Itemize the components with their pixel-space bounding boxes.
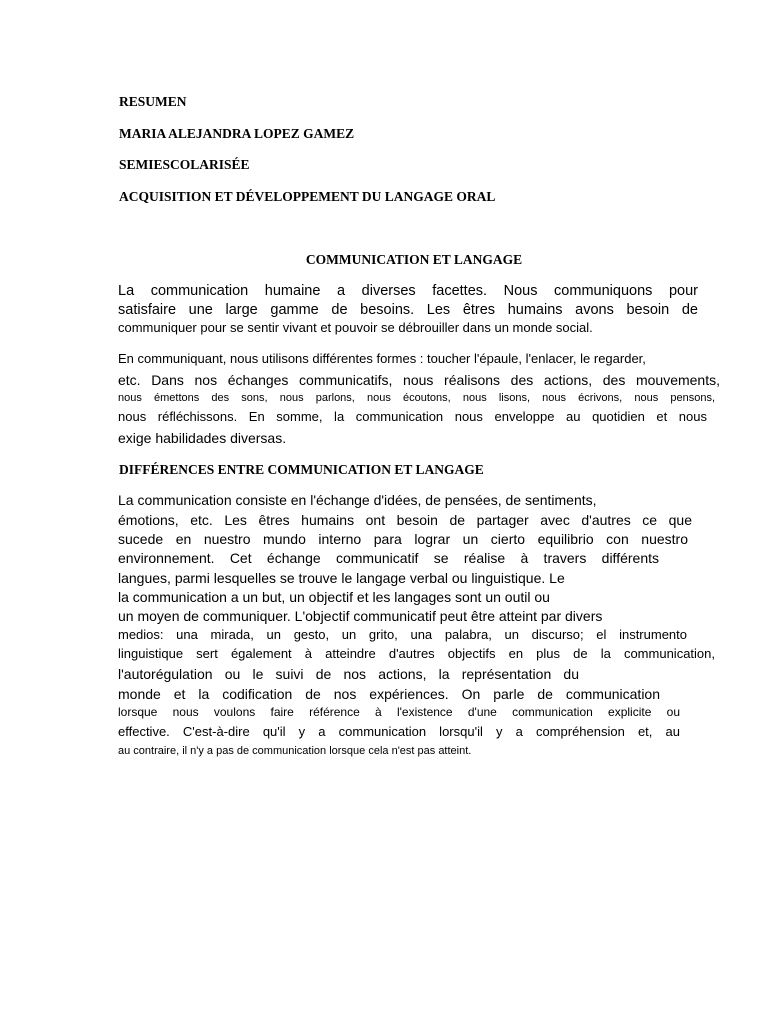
paragraph-line: monde et la codification de nos expériences. On parle de communication [118,686,660,702]
author-name: MARIA ALEJANDRA LOPEZ GAMEZ [119,126,355,141]
paragraph-line: En communiquant, nous utilisons différentes formes : toucher l'épaule, l'enlacer, le regarder, [118,351,646,366]
paragraph-line: environnement. Cet échange communicatif se réalise à travers différents [118,550,659,566]
paragraph-line: au contraire, il n'y a pas de communication lorsque cela n'est pas atteint. [118,745,472,757]
heading-resumen: RESUMEN [119,94,187,109]
paragraph-line: medios: una mirada, un gesto, un grito, una palabra, un discurso; el instrumento [118,627,687,642]
paragraph-line: linguistique sert également à atteindre d'autres objectifs en plus de la communication, [118,646,715,661]
paragraph-line: l'autorégulation ou le suivi de nos actions, la représentation du [118,666,579,682]
paragraph-line: effective. C'est-à-dire qu'il y a communication lorsqu'il y a compréhension et, au [118,724,680,739]
paragraph-line: communiquer pour se sentir vivant et pouvoir se débrouiller dans un monde social. [118,320,593,335]
section-title-differences: DIFFÉRENCES ENTRE COMMUNICATION ET LANGAGE [119,462,484,477]
paragraph-line: exige habilidades diversas. [118,430,287,446]
paragraph-line: langues, parmi lesquelles se trouve le langage verbal ou linguistique. Le [118,570,565,586]
paragraph-line: La communication consiste en l'échange d'idées, de pensées, de sentiments, [118,492,597,508]
student-status: SEMIESCOLARISÉE [119,157,250,172]
paragraph-line: etc. Dans nos échanges communicatifs, nous réalisons des actions, des mouvements, [118,372,720,388]
paragraph-line: lorsque nous voulons faire référence à l'existence d'une communication explicite ou [118,705,680,719]
paragraph-line: sucede en nuestro mundo interno para lograr un cierto equilibrio con nuestro [118,531,688,547]
paragraph-line: un moyen de communiquer. L'objectif communicatif peut être atteint par divers [118,608,603,624]
paragraph-line: émotions, etc. Les êtres humains ont besoin de partager avec d'autres ce que [118,512,692,528]
paragraph-line: satisfaire une large gamme de besoins. Les êtres humains avons besoin de [118,302,698,318]
paragraph-line: nous émettons des sons, nous parlons, nous écoutons, nous lisons, nous écrivons, nous pensons, [118,392,715,404]
paragraph-line: La communication humaine a diverses facettes. Nous communiquons pour [118,283,698,299]
paragraph-line: la communication a un but, un objectif et les langages sont un outil ou [118,589,550,605]
paragraph-line: nous réfléchissons. En somme, la communication nous enveloppe au quotidien et nous [118,409,707,424]
course-title: ACQUISITION ET DÉVELOPPEMENT DU LANGAGE ORAL [119,189,496,204]
section-title-communication: COMMUNICATION ET LANGAGE [305,252,523,267]
